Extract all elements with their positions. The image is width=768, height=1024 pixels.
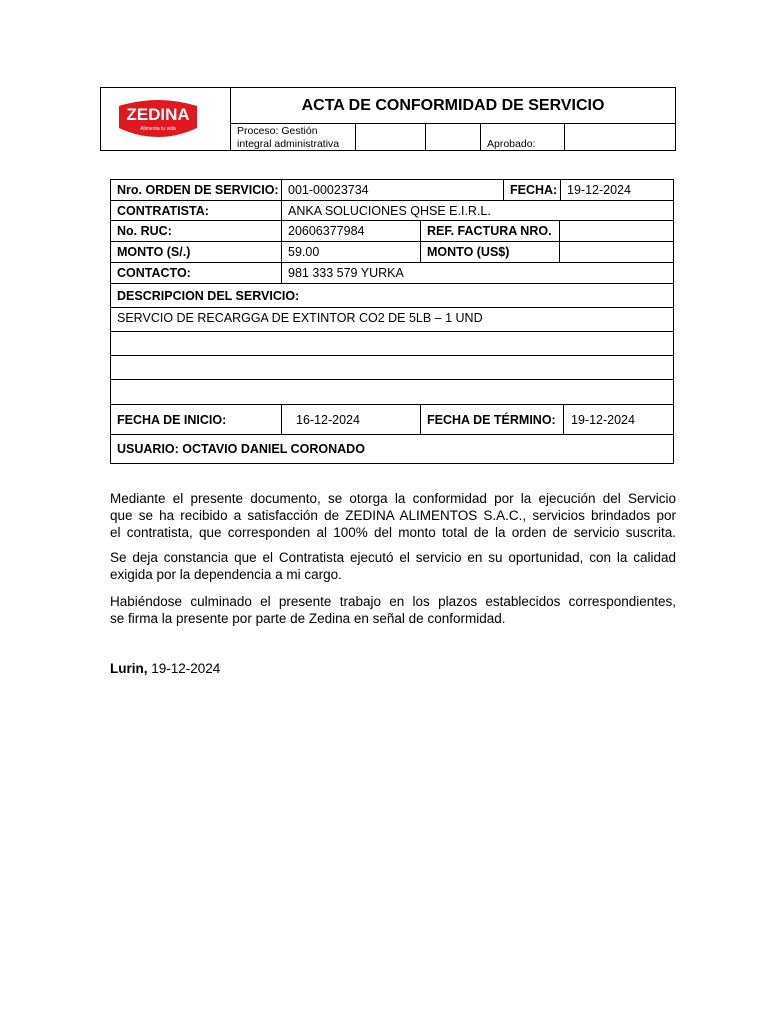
invoice-label: REF. FACTURA NRO.: [420, 220, 560, 242]
paragraph-line: Habiéndose culminado el presente trabajo en los plazos establecidos correspondientes,: [110, 594, 676, 609]
user-line: USUARIO: OCTAVIO DANIEL CORONADO: [110, 434, 674, 464]
date-value: 19-12-2024: [560, 179, 674, 201]
approved-label: Aprobado:: [481, 124, 565, 150]
description-line: SERVCIO DE RECARGGA DE EXTINTOR CO2 DE 5LB – 1 UND: [110, 307, 674, 332]
end-date-value: 19-12-2024: [563, 404, 674, 435]
document-header: [100, 87, 676, 151]
paragraph-conformity: [110, 490, 676, 541]
ruc-value: 20606377984: [281, 220, 421, 242]
logo-tagline: Alimenta tu vida: [140, 126, 176, 132]
amount-usd-label: MONTO (US$): [420, 241, 560, 263]
amount-pen-label: MONTO (S/.): [110, 241, 282, 263]
paragraph-closing: [110, 593, 676, 627]
paragraph-line: Mediante el presente documento, se otorga la conformidad por la ejecución del Servicio: [110, 491, 676, 506]
process-line-1: Proceso: Gestión: [237, 125, 318, 137]
end-date-label: FECHA DE TÉRMINO:: [420, 404, 564, 435]
amount-pen-value: 59.00: [281, 241, 421, 263]
date-label: FECHA:: [503, 179, 561, 201]
header-empty-cell: [426, 124, 481, 150]
ruc-label: No. RUC:: [110, 220, 282, 242]
logo-text: ZEDINA: [126, 105, 190, 124]
paragraph-execution: [110, 549, 676, 583]
paragraph-line: Se deja constancia que el Contratista ejecutó el servicio en su oportunidad, con la calidad: [110, 550, 676, 565]
description-label: DESCRIPCION DEL SERVICIO:: [110, 283, 674, 308]
process-cell: [231, 124, 356, 150]
zedina-logo: [115, 96, 201, 142]
place-label: Lurin,: [110, 661, 148, 676]
paragraph-line: exigida por la dependencia a mi cargo.: [110, 567, 342, 582]
place-and-date: [110, 661, 220, 676]
paragraph-line: que se ha recibido a satisfacción de ZEDINA ALIMENTOS S.A.C., servicios brindados por: [110, 508, 676, 523]
header-empty-cell: [356, 124, 426, 150]
amount-usd-value: [559, 241, 674, 263]
process-line-2: integral administrativa: [237, 138, 340, 150]
paragraph-line: se firma la presente por parte de Zedina en señal de conformidad.: [110, 611, 506, 626]
logo-cell: [101, 88, 231, 150]
start-date-value: 16-12-2024: [281, 404, 421, 435]
description-line: [110, 355, 674, 380]
invoice-value: [559, 220, 674, 242]
contact-label: CONTACTO:: [110, 262, 282, 284]
document-title: ACTA DE CONFORMIDAD DE SERVICIO: [231, 88, 675, 124]
contact-value: 981 333 579 YURKA: [281, 262, 674, 284]
contractor-value: ANKA SOLUCIONES QHSE E.I.R.L.: [281, 200, 674, 221]
description-line: [110, 331, 674, 356]
description-line: [110, 379, 674, 405]
order-value: 001-00023734: [281, 179, 504, 201]
place-date: 19-12-2024: [147, 661, 221, 676]
order-label: Nro. ORDEN DE SERVICIO:: [110, 179, 282, 201]
start-date-label: FECHA DE INICIO:: [110, 404, 282, 435]
contractor-label: CONTRATISTA:: [110, 200, 282, 221]
paragraph-line: el contratista, que corresponden al 100% del monto total de la orden de servicio suscrita.: [110, 525, 676, 540]
approved-value: [565, 124, 675, 150]
service-order-table: [110, 179, 674, 464]
